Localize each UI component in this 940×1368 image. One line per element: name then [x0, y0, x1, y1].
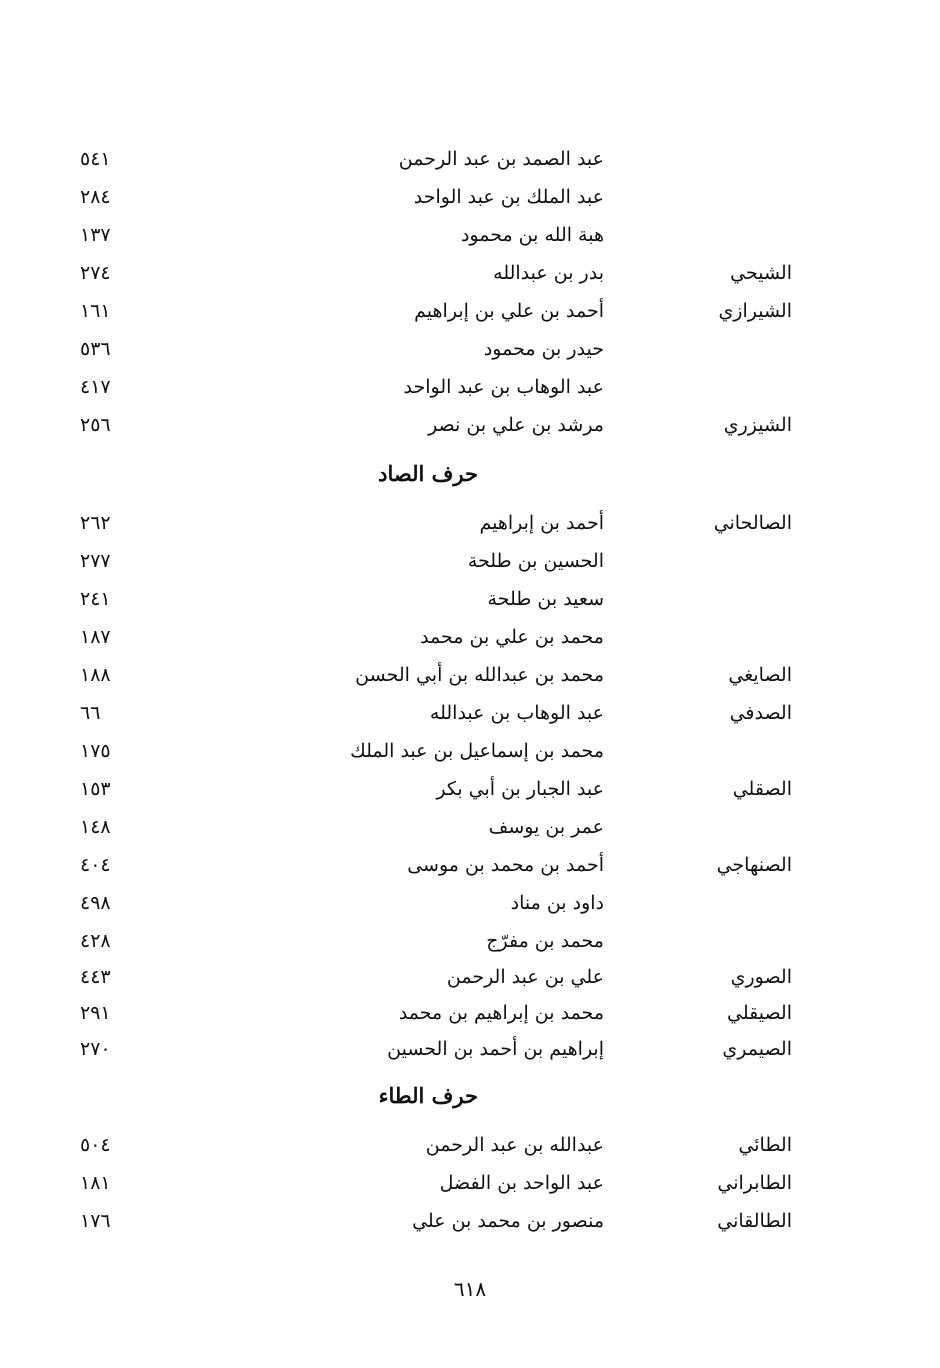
- index-entry: [0, 848, 940, 882]
- person-name: بدر بن عبدالله: [493, 262, 604, 284]
- index-entry: [0, 1204, 940, 1238]
- nisba-label: الصدفي: [729, 702, 792, 724]
- nisba-label: الطالقاني: [717, 1210, 792, 1232]
- section-heading: حرف الطاء: [378, 1083, 478, 1108]
- nisba-label: الصيمري: [722, 1038, 792, 1060]
- nisba-label: الصوري: [730, 966, 792, 988]
- nisba-label: الصالحاني: [713, 512, 792, 534]
- index-entry: [0, 142, 940, 176]
- person-name: محمد بن إبراهيم بن محمد: [398, 1002, 604, 1024]
- entry-number: ٤٠٤: [80, 854, 111, 876]
- entry-number: ٢٤١: [80, 588, 111, 610]
- person-name: عبد الصمد بن عبد الرحمن: [398, 148, 604, 170]
- entry-number: ١٧٦: [80, 1210, 111, 1232]
- person-name: مرشد بن علي بن نصر: [428, 414, 604, 436]
- index-entry: [0, 294, 940, 328]
- person-name: عبد الواحد بن الفضل: [439, 1172, 604, 1194]
- person-name: سعيد بن طلحة: [487, 588, 604, 610]
- nisba-label: الصقلي: [732, 778, 792, 800]
- person-name: عبد الجبار بن أبي بكر: [436, 778, 604, 800]
- index-entry: [0, 582, 940, 616]
- index-entry: [0, 734, 940, 768]
- person-name: محمد بن علي بن محمد: [420, 626, 604, 648]
- entry-number: ١٥٣: [80, 778, 111, 800]
- person-name: هبة الله بن محمود: [460, 224, 604, 246]
- person-name: عبد الملك بن عبد الواحد: [413, 186, 604, 208]
- person-name: عبد الوهاب بن عبدالله: [429, 702, 604, 724]
- page-number: ٦١٨: [453, 1277, 487, 1301]
- index-entry: [0, 332, 940, 366]
- index-entry: [0, 772, 940, 806]
- index-entry: [0, 620, 940, 654]
- person-name: منصور بن محمد بن علي: [412, 1210, 604, 1232]
- index-entry: [0, 370, 940, 404]
- person-name: إبراهيم بن أحمد بن الحسين: [387, 1038, 604, 1060]
- entry-number: ٥٤١: [80, 148, 111, 170]
- nisba-label: الصيقلي: [726, 1002, 792, 1024]
- nisba-label: الطائي: [738, 1134, 792, 1156]
- entry-number: ١٣٧: [80, 224, 111, 246]
- person-name: محمد بن عبدالله بن أبي الحسن: [355, 664, 604, 686]
- nisba-label: الصنهاجي: [716, 854, 792, 876]
- index-entry: [0, 810, 940, 844]
- index-entry: [0, 506, 940, 540]
- index-entry: [0, 696, 940, 730]
- entry-number: ٤٩٨: [80, 892, 111, 914]
- entry-number: ٢٩١: [80, 1002, 111, 1024]
- nisba-label: الصايغي: [728, 664, 792, 686]
- nisba-label: الشيحي: [730, 262, 792, 284]
- index-entry: [0, 960, 940, 994]
- index-entry: [0, 996, 940, 1030]
- index-entry: [0, 256, 940, 290]
- index-entry: [0, 658, 940, 692]
- entry-number: ١٧٥: [80, 740, 111, 762]
- entry-number: ٢٥٦: [80, 414, 111, 436]
- person-name: علي بن عبد الرحمن: [446, 966, 604, 988]
- entry-number: ١٤٨: [80, 816, 111, 838]
- person-name: محمد بن مفرّج: [486, 930, 604, 952]
- entry-number: ٢٧٠: [80, 1038, 111, 1060]
- entry-number: ٢٨٤: [80, 186, 111, 208]
- person-name: الحسين بن طلحة: [467, 550, 604, 572]
- entry-number: ٢٧٤: [80, 262, 111, 284]
- index-entry: [0, 1128, 940, 1162]
- person-name: داود بن مناد: [510, 892, 604, 914]
- person-name: أحمد بن محمد بن موسى: [407, 854, 604, 876]
- index-entry: [0, 1032, 940, 1066]
- entry-number: ٢٧٧: [80, 550, 111, 572]
- index-entry: [0, 1166, 940, 1200]
- index-entry: [0, 886, 940, 920]
- person-name: محمد بن إسماعيل بن عبد الملك: [350, 740, 604, 762]
- entry-number: ٦٦: [80, 702, 101, 724]
- entry-number: ٤٢٨: [80, 930, 111, 952]
- nisba-label: الشيرازي: [718, 300, 792, 322]
- person-name: أحمد بن إبراهيم: [479, 512, 604, 534]
- entry-number: ٢٦٢: [80, 512, 111, 534]
- person-name: عمر بن يوسف: [488, 816, 604, 838]
- index-entry: [0, 218, 940, 252]
- nisba-label: الشيزري: [723, 414, 792, 436]
- person-name: أحمد بن علي بن إبراهيم: [414, 300, 604, 322]
- index-entry: [0, 924, 940, 958]
- nisba-label: الطابراني: [717, 1172, 792, 1194]
- entry-number: ١٨١: [80, 1172, 111, 1194]
- index-entry: [0, 180, 940, 214]
- index-entry: [0, 544, 940, 578]
- entry-number: ٥٠٤: [80, 1134, 111, 1156]
- section-heading: حرف الصاد: [378, 461, 478, 486]
- person-name: عبد الوهاب بن عبد الواحد: [403, 376, 604, 398]
- person-name: عبدالله بن عبد الرحمن: [425, 1134, 604, 1156]
- person-name: حيدر بن محمود: [483, 338, 604, 360]
- entry-number: ١٨٧: [80, 626, 111, 648]
- entry-number: ٤١٧: [80, 376, 111, 398]
- entry-number: ١٨٨: [80, 664, 111, 686]
- entry-number: ٤٤٣: [80, 966, 111, 988]
- index-entry: [0, 408, 940, 442]
- entry-number: ٥٣٦: [80, 338, 111, 360]
- entry-number: ١٦١: [80, 300, 111, 322]
